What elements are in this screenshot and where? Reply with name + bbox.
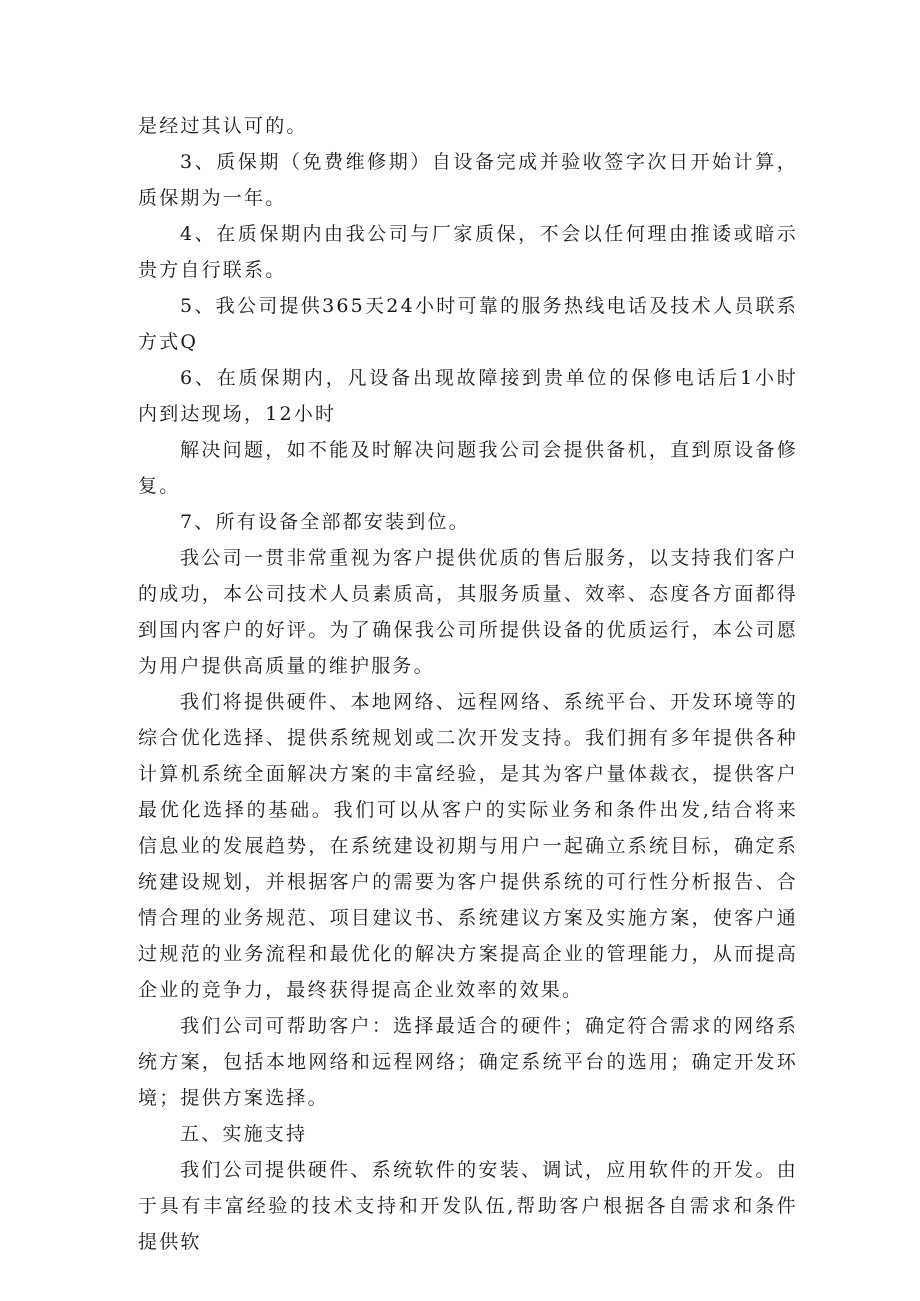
paragraph-solutions: 我们将提供硬件、本地网络、远程网络、系统平台、开发环境等的综合优化选择、提供系统规划或二次开发支持。我们拥有多年提供各种计算机系统全面解决方案的丰富经验，是其为客户量体裁衣，提供客户最优化选择的基础。我们可以从客户的实际业务和条件出发,结合将来信息业的发展趋势，在系统建设初期与用户一起确立系统目标，确定系统建设规划，并根据客户的需要为客户提供系统的可行性分析报告、合情合理的业务规范、项目建议书、系统建议方案及实施方案，使客户通过规范的业务流程和最优化的解决方案提高企业的管理能力，从而提高企业的竞争力，最终获得提高企业效率的效果。 <box>138 691 798 1001</box>
paragraph-item-4: 4、在质保期内由我公司与厂家质保，不会以任何理由推诿或暗示贵方自行联系。 <box>138 223 798 281</box>
paragraph-item-5: 5、我公司提供365天24小时可靠的服务热线电话及技术人员联系方式Q <box>138 295 798 353</box>
paragraph-item-7: 7、所有设备全部都安装到位。 <box>180 511 470 533</box>
paragraph-item-6: 6、在质保期内，凡设备出现故障接到贵单位的保修电话后1小时内到达现场，12小时 <box>138 367 798 425</box>
paragraph-continuation: 是经过其认可的。 <box>138 115 308 137</box>
paragraph-item-6-continuation: 解决问题，如不能及时解决问题我公司会提供备机，直到原设备修复。 <box>138 439 798 497</box>
paragraph-service-intro: 我公司一贯非常重视为客户提供优质的售后服务，以支持我们客户的成功，本公司技术人员素质高，其服务质量、效率、态度各方面都得到国内客户的好评。为了确保我公司所提供设备的优质运行，本公司愿为用户提供高质量的维护服务。 <box>138 547 798 677</box>
paragraph-help: 我们公司可帮助客户：选择最适合的硬件；确定符合需求的网络系统方案，包括本地网络和远程网络；确定系统平台的选用；确定开发环境；提供方案选择。 <box>138 1015 798 1109</box>
paragraph-implementation: 我们公司提供硬件、系统软件的安装、调试，应用软件的开发。由于具有丰富经验的技术支持和开发队伍,帮助客户根据各自需求和条件提供软 <box>138 1159 798 1253</box>
section-heading-implementation: 五、实施支持 <box>180 1123 308 1145</box>
paragraph-item-3: 3、质保期（免费维修期）自设备完成并验收签字次日开始计算，质保期为一年。 <box>138 151 798 209</box>
document-page <box>138 108 798 1260</box>
